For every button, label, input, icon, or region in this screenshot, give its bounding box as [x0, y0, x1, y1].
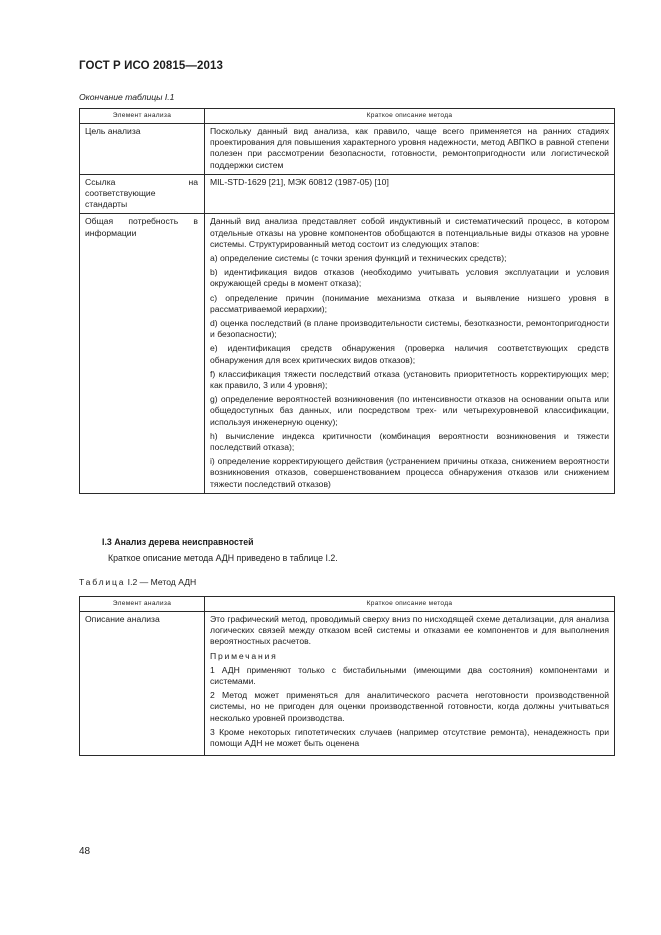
table2-caption: [79, 577, 196, 587]
notes-label: Примечания: [210, 650, 278, 661]
section-text: Краткое описание метода АДН приведено в таблице I.2.: [108, 553, 338, 563]
list-item: e) идентификация средств обнаружения (проверка наличия соответствующих средств обнаружения для всех критических видов отказов);: [210, 343, 609, 365]
note-item: 2 Метод может применяться для аналитического расчета неготовности производственной системы, но не пригоден для оценки производственной готовности, когда должны учитываться несколько уровней производства.: [210, 690, 609, 723]
table2-header-row: [80, 597, 615, 612]
list-item: b) идентификация видов отказов (необходимо учитывать условия эксплуатации и условия окружающей среды в момент отказа);: [210, 267, 609, 289]
row-element-cell: Цель анализа: [80, 124, 205, 175]
table-row: [80, 214, 615, 493]
row-description-cell: [205, 174, 615, 214]
list-item: g) определение вероятностей возникновения (по интенсивности отказов на основании опыта или общедоступных баз данных, или посредством трех- или четырехуровневой классификации, используя инженерную оценку);: [210, 394, 609, 427]
row-element-cell: [80, 214, 205, 493]
row-element-cell: [80, 174, 205, 214]
note-item: 1 АДН применяют только с бистабильными (имеющими два состояния) компонентами и системами.: [210, 664, 609, 687]
note-item: 3 Кроме некоторых гипотетических случаев (например отсутствие ремонта), ненадежность при помощи АДН не может быть оценена: [210, 726, 609, 749]
table-row: [80, 612, 615, 756]
col-header-description: Краткое описание метода: [205, 597, 615, 612]
row-description-cell: [205, 612, 615, 756]
document-header: ГОСТ Р ИСО 20815—2013: [79, 60, 224, 72]
table-2: [79, 596, 615, 756]
list-item: d) оценка последствий (в плане производительности системы, безотказности, ремонтопригодности и безопасности);: [210, 318, 609, 340]
col-header-element: Элемент анализа: [80, 597, 205, 612]
paragraph: Данный вид анализа представляет собой индуктивный и систематический процесс, в котором отдельные отказы на уровне компонентов обобщаются в потенциальные виды отказов на уровне системы. Структурированный метод состоит из следующих этапов:: [210, 216, 609, 249]
row-element-cell: Описание анализа: [80, 612, 205, 756]
row-description-cell: [205, 124, 615, 175]
row-description-cell: [205, 214, 615, 493]
list-item: h) вычисление индекса критичности (комбинация вероятности возникновения и тяжести последствий отказа);: [210, 430, 609, 453]
page-number: 48: [79, 846, 91, 857]
table-row: [80, 174, 615, 214]
table2-caption-title: I.2 — Метод АДН: [125, 577, 197, 587]
table2-caption-label: Таблица: [79, 577, 126, 587]
col-header-description: Краткое описание метода: [205, 109, 615, 124]
paragraph: MIL-STD-1629 [21], МЭК 60812 (1987-05) [10]: [210, 176, 389, 187]
list-item: a) определение системы (с точки зрения функций и технических средств);: [210, 253, 507, 264]
table-1: [79, 108, 615, 494]
element-label: Ссылка на соответствующие стандарты: [85, 176, 198, 210]
table1-caption: Окончание таблицы I.1: [79, 92, 175, 102]
element-label: Общая потребность в информации: [85, 216, 198, 238]
table-row: [80, 124, 615, 175]
table1-header-row: [80, 109, 615, 124]
list-item: c) определение причин (понимание механизма отказа и выявление низшего уровня в рассматриваемой иерархии);: [210, 292, 609, 314]
paragraph: Поскольку данный вид анализа, как правило, чаще всего применяется на ранних стадиях проектирования для повышения характерного уровня надежности, метод АВПКО в равной степени полезен при рассмотрении безопасности, готовности, ремонтопригодности или логистической поддержки систем: [210, 126, 609, 170]
paragraph: Это графический метод, проводимый сверху вниз по нисходящей схеме детализации, для анализа логических связей между отказом всей системы и отказами ее компонентов и для выполнения вероятностных расчетов.: [210, 614, 609, 647]
list-item: f) классификация тяжести последствий отказа (установить приоритетность корректирующих мер; как правило, 3 или 4 уровня);: [210, 368, 609, 391]
list-item: i) определение корректирующего действия (устранением причины отказа, снижением вероятности возникновения отказов, совершенствованием процесса обнаружения отказов или снижением тяжести последствий отказов): [210, 456, 609, 489]
col-header-element: Элемент анализа: [80, 109, 205, 124]
section-heading: I.3 Анализ дерева неисправностей: [102, 537, 254, 547]
